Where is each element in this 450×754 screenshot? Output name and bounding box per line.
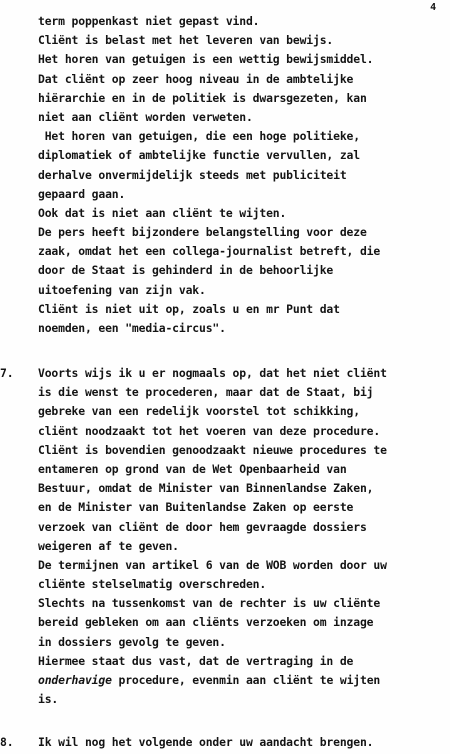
text-line: term poppenkast niet gepast vind. [38,14,260,28]
text-line: noemden, een "media-circus". [38,321,226,335]
text-line: door de Staat is gehinderd in de behoorlijke [38,263,334,278]
numbered-paragraph-8 [0,733,444,752]
text-line [38,671,444,690]
paragraph-number: 7. [0,366,14,380]
text-line: Hiermee staat dus vast, dat de vertraging in de [38,653,354,668]
text-line: De pers heeft bijzondere belangstelling voor deze [38,225,367,240]
text-line: niet aan cliënt worden verweten. [38,109,253,124]
text-line: Slechts na tussenkomst van de rechter is uw cliënte [38,596,381,611]
text-line: gepaard gaan. [38,186,126,201]
numbered-paragraph-7 [0,364,444,709]
text-line: Voorts wijs ik u er nogmaals op, dat het niet cliënt [38,366,387,380]
text-line: uitoefening van zijn vak. [38,282,206,297]
text-line: en de Minister van Buitenlandse Zaken op eerste [38,500,354,515]
text-line: gebreke van een redelijk voorstel tot schikking, [38,404,360,419]
text-line: Ik wil nog het volgende onder uw aandacht brengen. [38,735,374,749]
text-line: Bestuur, omdat de Minister van Binnenlandse Zaken, [38,481,374,496]
text-line: Dat cliënt op zeer hoog niveau in de ambtelijke [38,71,354,86]
text-line: is. [38,692,59,707]
text-line: diplomatiek of ambtelijke functie vervullen, zal [38,148,360,163]
text-line: cliënt noodzaakt tot het voeren van deze procedure. [38,423,381,438]
text-line: derhalve onvermijdelijk steeds met publiciteit [38,167,347,182]
text-line: Cliënt is niet uit op, zoals u en mr Punt dat [38,301,340,316]
text-line: verzoek van cliënt de door hem gevraagde dossiers [38,519,367,534]
text-line: is die wenst te procederen, maar dat de Staat, bij [38,385,374,400]
page-number: 4 [430,2,436,13]
text-line: weigeren af te geven. [38,538,179,553]
text-line: De termijnen van artikel 6 van de WOB worden door uw [38,557,387,572]
text-line: cliënte stelselmatig overschreden. [38,577,267,592]
text-line: Het horen van getuigen is een wettig bewijsmiddel. [38,52,374,67]
text-line: Ook dat is niet aan cliënt te wijten. [38,205,287,220]
paragraph-number: 8. [0,735,14,749]
text-fragment: procedure, evenmin aan cliënt te wijten [111,673,381,687]
text-line: zaak, omdat het een collega-journalist betreft, die [38,244,381,259]
text-line: Cliënt is belast met het leveren van bewijs. [38,33,334,48]
text-line: Het horen van getuigen, die een hoge politieke, [38,129,360,144]
italic-word: onderhavige [38,673,112,687]
text-line: in dossiers gevolg te geven. [38,634,226,649]
text-line: Cliënt is bovendien genoodzaakt nieuwe procedures te [38,442,387,457]
text-line: bereid gebleken om aan cliënts verzoeken om inzage [38,615,374,630]
paragraph-continuation [38,12,444,338]
text-line: hiërarchie en in de politiek is dwarsgezeten, kan [38,90,367,105]
text-line: entameren op grond van de Wet Openbaarheid van [38,461,347,476]
